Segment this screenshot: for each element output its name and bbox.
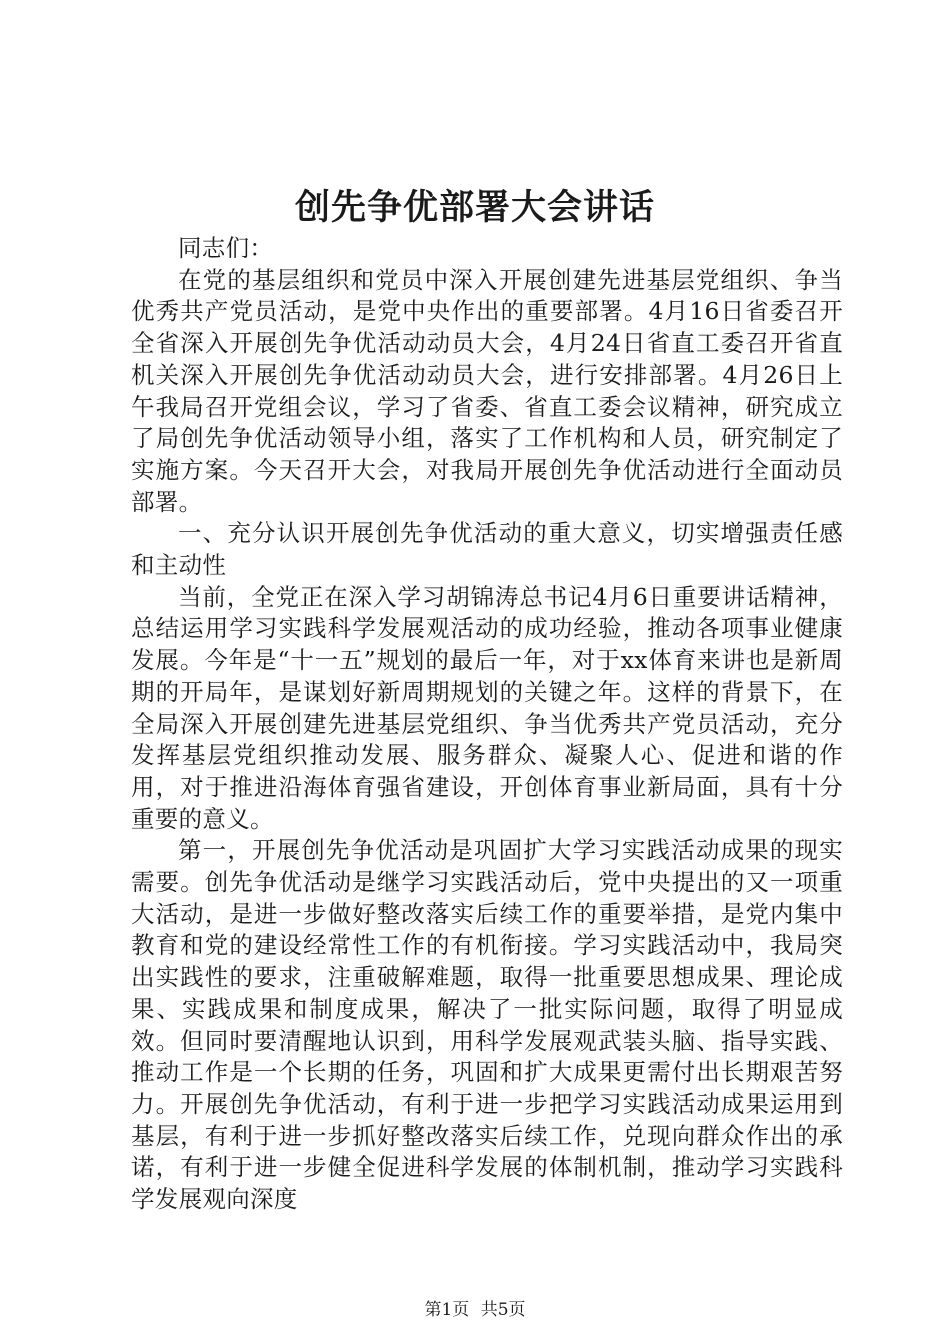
- paragraph: 当前，全党正在深入学习胡锦涛总书记4月6日重要讲话精神，总结运用学习实践科学发展观活动的成功经验，推动各项事业健康发展。今年是“十一五”规划的最后一年，对于xx体育来讲也是新周期的开局年，是谋划好新周期规划的关键之年。这样的背景下，在全局深入开展创建先进基层党组织、争当优秀共产党员活动，充分发挥基层党组织推动发展、服务群众、凝聚人心、促进和谐的作用，对于推进沿海体育强省建设，开创体育事业新局面，具有十分重要的意义。: [131, 582, 843, 833]
- page-total: 共5页: [480, 1300, 526, 1320]
- page-footer: [0, 1299, 950, 1321]
- section-heading: 一、充分认识开展创先争优活动的重大意义，切实增强责任感和主动性: [131, 519, 843, 580]
- salutation: 同志们：: [178, 234, 274, 262]
- page-number: 第1页: [424, 1300, 470, 1320]
- paragraph: 第一，开展创先争优活动是巩固扩大学习实践活动成果的现实需要。创先争优活动是继学习实践活动后，党中央提出的又一项重大活动，是进一步做好整改落实后续工作的重要举措，是党内集中教育和党的建设经常性工作的有机衔接。学习实践活动中，我局突出实践性的要求，注重破解难题，取得一批重要思想成果、理论成果、实践成果和制度成果，解决了一批实际问题，取得了明显成效。但同时要清醒地认识到，用科学发展观武装头脑、指导实践、推动工作是一个长期的任务，巩固和扩大成果更需付出长期艰苦努力。开展创先争优活动，有利于进一步把学习实践活动成果运用到基层，有利于进一步抓好整改落实后续工作，兑现向群众作出的承诺，有利于进一步健全促进科学发展的体制机制，推动学习实践科学发展观向深度: [131, 836, 843, 1214]
- document-title: 创先争优部署大会讲话: [294, 187, 655, 228]
- document-body: [131, 233, 843, 1216]
- paragraph: 在党的基层组织和党员中深入开展创建先进基层党组织、争当优秀共产党员活动，是党中央作出的重要部署。4月16日省委召开全省深入开展创先争优活动动员大会，4月24日省直工委召开省直机关深入开展创先争优活动动员大会，进行安排部署。4月26日上午我局召开党组会议，学习了省委、省直工委会议精神，研究成立了局创先争优活动领导小组，落实了工作机构和人员，研究制定了实施方案。今天召开大会，对我局开展创先争优活动进行全面动员部署。: [131, 265, 843, 516]
